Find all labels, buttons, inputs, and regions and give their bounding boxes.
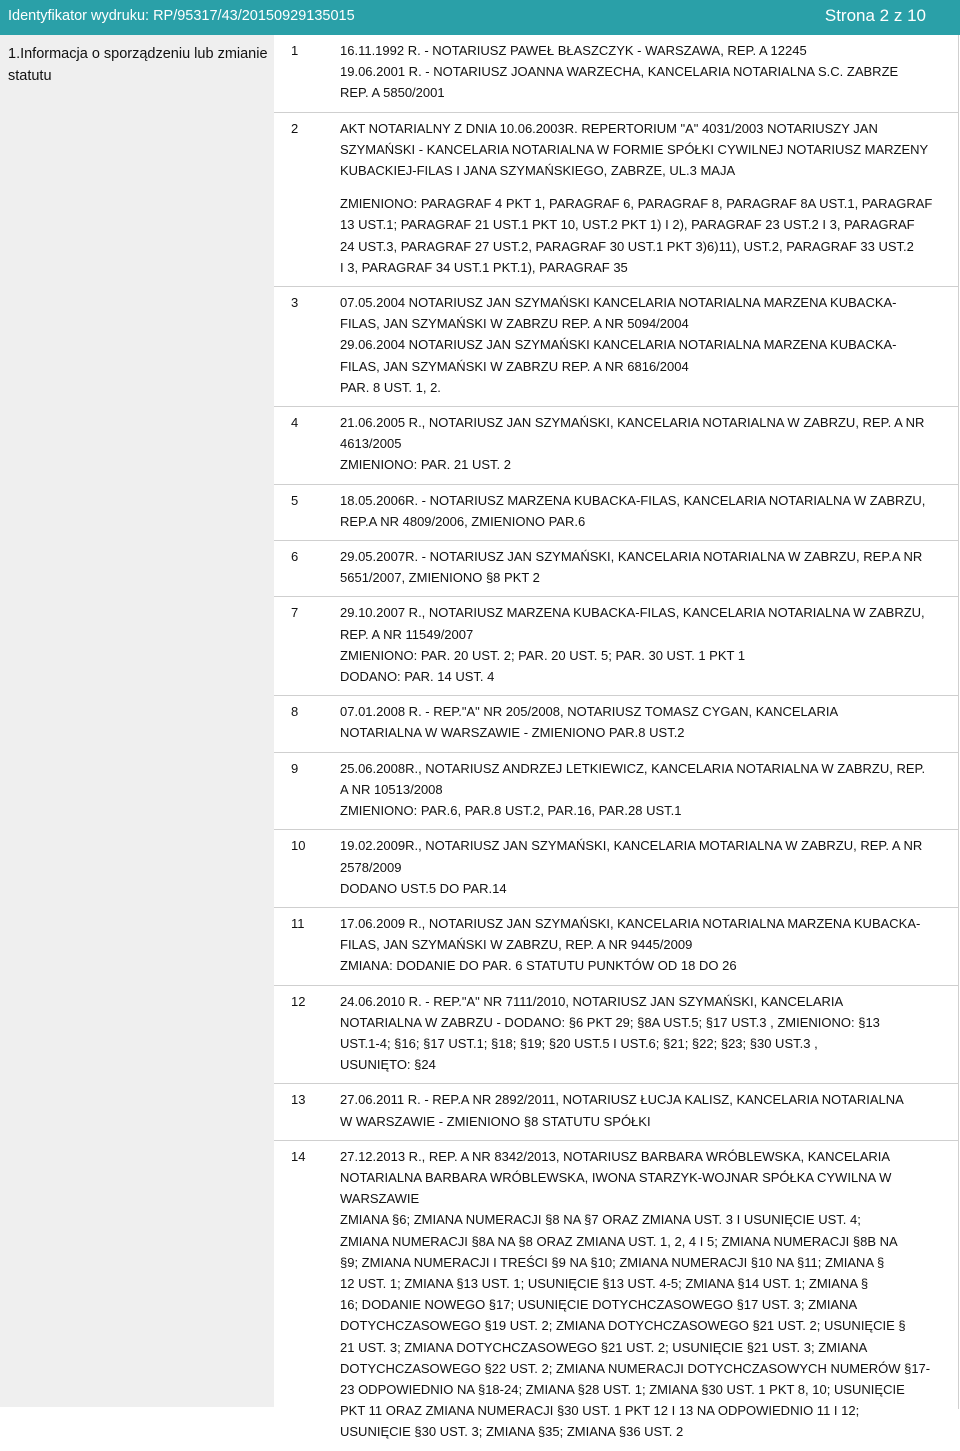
entry-line: KUBACKIEJ-FILAS I JANA SZYMAŃSKIEGO, ZABRZE, UL.3 MAJA [340, 163, 736, 179]
entry-number: 11 [291, 915, 305, 931]
entry-line: ZMIANA NUMERACJI §8A NA §8 ORAZ ZMIANA UST. 1, 2, 4 I 5; ZMIANA NUMERACJI §8B NA [340, 1233, 898, 1249]
entry-line: DODANO UST.5 DO PAR.14 [340, 880, 507, 896]
entry-text [340, 118, 954, 278]
entry-line: 29.10.2007 R., NOTARIUSZ MARZENA KUBACKA-FILAS, KANCELARIA NOTARIALNA W ZABRZU, [340, 605, 925, 621]
entries-list [274, 35, 958, 1440]
entry-line: ZMIENIONO: PARAGRAF 4 PKT 1, PARAGRAF 6, PARAGRAF 8, PARAGRAF 8A UST.1, PARAGRAF [340, 196, 933, 212]
entry-text [340, 991, 954, 1076]
entry-number: 8 [291, 704, 299, 720]
entry-row [274, 407, 958, 485]
print-identifier: Identyfikator wydruku: RP/95317/43/20150929135015 [8, 8, 355, 24]
entry-line: W WARSZAWIE - ZMIENIONO §8 STATUTU SPÓŁKI [340, 1113, 651, 1129]
entry-text [340, 292, 954, 398]
entry-row [274, 830, 958, 908]
entry-line: 2578/2009 [340, 859, 402, 875]
entry-line: 21 UST. 3; ZMIANA DOTYCHCZASOWEGO §21 UST. 2; USUNIĘCIE §21 UST. 3; ZMIANA [340, 1339, 868, 1355]
entry-line: FILAS, JAN SZYMAŃSKI W ZABRZU REP. A NR 6816/2004 [340, 358, 689, 374]
entry-text [340, 701, 954, 743]
entry-line: 19.06.2001 R. - NOTARIUSZ JOANNA WARZECHA, KANCELARIA NOTARIALNA S.C. ZABRZE [340, 64, 899, 80]
entry-number: 3 [291, 295, 299, 311]
entry-line: USUNIĘCIE §30 UST. 3; ZMIANA §35; ZMIANA §36 UST. 2 [340, 1424, 684, 1440]
entry-text [340, 40, 954, 104]
entry-line: DOTYCHCZASOWEGO §19 UST. 2; ZMIANA DOTYCHCZASOWEGO §21 UST. 2; USUNIĘCIE § [340, 1318, 906, 1334]
entry-row [274, 485, 958, 541]
entry-line: NOTARIALNA W WARSZAWIE - ZMIENIONO PAR.8 UST.2 [340, 725, 685, 741]
entry-number: 4 [291, 415, 299, 431]
entry-line: ZMIENIONO: PAR.6, PAR.8 UST.2, PAR.16, PAR.28 UST.1 [340, 803, 682, 819]
entry-number: 1 [291, 43, 299, 58]
entry-line: 18.05.2006R. - NOTARIUSZ MARZENA KUBACKA-FILAS, KANCELARIA NOTARIALNA W ZABRZU, [340, 492, 926, 508]
entry-line: 21.06.2005 R., NOTARIUSZ JAN SZYMAŃSKI, KANCELARIA NOTARIALNA W ZABRZU, REP. A NR [340, 415, 925, 431]
entry-line: REP. A 5850/2001 [340, 85, 445, 101]
entry-line: ZMIANA §6; ZMIANA NUMERACJI §8 NA §7 ORAZ ZMIANA UST. 3 I USUNIĘCIE UST. 4; [340, 1212, 861, 1228]
entry-line: 24.06.2010 R. - REP."A" NR 7111/2010, NOTARIUSZ JAN SZYMAŃSKI, KANCELARIA [340, 993, 844, 1009]
entry-text [340, 602, 954, 687]
entry-text [340, 412, 954, 476]
entry-number: 13 [291, 1092, 306, 1108]
entry-row [274, 113, 958, 287]
entry-line: DODANO: PAR. 14 UST. 4 [340, 669, 495, 685]
entry-line: 27.06.2011 R. - REP.A NR 2892/2011, NOTARIUSZ ŁUCJA KALISZ, KANCELARIA NOTARIALNA [340, 1092, 904, 1108]
entry-line: 29.05.2007R. - NOTARIUSZ JAN SZYMAŃSKI, KANCELARIA NOTARIALNA W ZABRZU, REP.A NR [340, 549, 923, 565]
entry-line: DOTYCHCZASOWEGO §22 UST. 2; ZMIANA NUMERACJI DOTYCHCZASOWYCH NUMERÓW §17- [340, 1360, 931, 1376]
entry-line: PAR. 8 UST. 1, 2. [340, 379, 441, 395]
entry-row [274, 541, 958, 597]
entry-line: 27.12.2013 R., REP. A NR 8342/2013, NOTARIUSZ BARBARA WRÓBLEWSKA, KANCELARIA [340, 1148, 891, 1164]
entry-line: 25.06.2008R., NOTARIUSZ ANDRZEJ LETKIEWICZ, KANCELARIA NOTARIALNA W ZABRZU, REP. [340, 760, 926, 776]
entry-row [274, 1141, 958, 1451]
entry-line: WARSZAWIE [340, 1191, 420, 1207]
section-label-cell [0, 35, 274, 1407]
entry-line: FILAS, JAN SZYMAŃSKI W ZABRZU, REP. A NR 9445/2009 [340, 937, 693, 953]
entry-line: 29.06.2004 NOTARIUSZ JAN SZYMAŃSKI KANCELARIA NOTARIALNA MARZENA KUBACKA- [340, 337, 897, 353]
entry-number: 2 [291, 120, 299, 136]
entry-row [274, 35, 958, 113]
entry-line: ZMIANA: DODANIE DO PAR. 6 STATUTU PUNKTÓW OD 18 DO 26 [340, 958, 737, 974]
entry-text [340, 546, 954, 588]
entry-line: 5651/2007, ZMIENIONO §8 PKT 2 [340, 570, 540, 586]
entry-line: 07.05.2004 NOTARIUSZ JAN SZYMAŃSKI KANCELARIA NOTARIALNA MARZENA KUBACKA- [340, 295, 897, 311]
entry-text [340, 913, 954, 977]
entry-line: 16; DODANIE NOWEGO §17; USUNIĘCIE DOTYCHCZASOWEGO §17 UST. 3; ZMIANA [340, 1297, 858, 1313]
document-table [0, 35, 960, 1440]
entry-line: USUNIĘTO: §24 [340, 1057, 436, 1073]
entry-line: 24 UST.3, PARAGRAF 27 UST.2, PARAGRAF 30 UST.1 PKT 3)6)11), UST.2, PARAGRAF 33 UST.2 [340, 238, 914, 254]
page-counter: Strona 2 z 10 [824, 6, 926, 25]
entry-number: 14 [291, 1148, 306, 1164]
entry-text [340, 835, 954, 899]
entry-text [340, 490, 954, 532]
entry-row [274, 696, 958, 752]
entry-text [340, 1146, 954, 1443]
section-label-line: statutu [8, 68, 52, 84]
entry-row [274, 597, 958, 696]
entry-number: 10 [291, 838, 306, 854]
entry-line: PKT 11 ORAZ ZMIANA NUMERACJI §30 UST. 1 PKT 12 I 13 NA ODPOWIEDNIO 11 I 12; [340, 1403, 860, 1419]
entry-text [340, 1089, 954, 1131]
entry-line: A NR 10513/2008 [340, 781, 443, 797]
entry-number: 6 [291, 549, 299, 565]
entry-line: NOTARIALNA BARBARA WRÓBLEWSKA, IWONA STARZYK-WOJNAR SPÓŁKA CYWILNA W [340, 1169, 892, 1185]
entry-line: SZYMAŃSKI - KANCELARIA NOTARIALNA W FORMIE SPÓŁKI CYWILNEJ NOTARIUSZ MARZENY [340, 141, 929, 157]
entry-line: ZMIENIONO: PAR. 20 UST. 2; PAR. 20 UST. 5; PAR. 30 UST. 1 PKT 1 [340, 647, 746, 663]
entry-line: I 3, PARAGRAF 34 UST.1 PKT.1), PARAGRAF 35 [340, 259, 628, 275]
entry-row [274, 287, 958, 407]
blank-line [340, 181, 954, 193]
entry-number: 7 [291, 605, 299, 621]
entry-line: REP. A NR 11549/2007 [340, 626, 474, 642]
entry-row [274, 753, 958, 831]
entry-line: 17.06.2009 R., NOTARIUSZ JAN SZYMAŃSKI, KANCELARIA NOTARIALNA MARZENA KUBACKA- [340, 915, 921, 931]
entry-line: 16.11.1992 R. - NOTARIUSZ PAWEŁ BŁASZCZYK - WARSZAWA, REP. A 12245 [340, 43, 807, 58]
entry-line: FILAS, JAN SZYMAŃSKI W ZABRZU REP. A NR 5094/2004 [340, 316, 689, 332]
entry-line: REP.A NR 4809/2006, ZMIENIONO PAR.6 [340, 513, 586, 529]
entry-line: AKT NOTARIALNY Z DNIA 10.06.2003R. REPERTORIUM "A" 4031/2003 NOTARIUSZY JAN [340, 120, 878, 136]
entry-line: 19.02.2009R., NOTARIUSZ JAN SZYMAŃSKI, KANCELARIA MOTARIALNA W ZABRZU, REP. A NR [340, 838, 923, 854]
entry-line: ZMIENIONO: PAR. 21 UST. 2 [340, 457, 511, 473]
section-label-line: 1.Informacja o sporządzeniu lub zmianie [8, 46, 268, 62]
entry-line: UST.1-4; §16; §17 UST.1; §18; §19; §20 UST.5 I UST.6; §21; §22; §23; §30 UST.3 , [340, 1035, 818, 1051]
entry-line: §9; ZMIANA NUMERACJI I TREŚCI §9 NA §10; ZMIANA NUMERACJI §10 NA §11; ZMIANA § [340, 1254, 885, 1270]
entry-line: NOTARIALNA W ZABRZU - DODANO: §6 PKT 29; §8A UST.5; §17 UST.3 , ZMIENIONO: §13 [340, 1014, 880, 1030]
entry-number: 12 [291, 993, 306, 1009]
entry-row [274, 986, 958, 1085]
entry-number: 5 [291, 492, 299, 508]
entry-row [274, 1084, 958, 1140]
entry-line: 23 ODPOWIEDNIO NA §18-24; ZMIANA §28 UST. 1; ZMIANA §30 UST. 1 PKT 8, 10; USUNIĘCIE [340, 1381, 905, 1397]
entry-line: 12 UST. 1; ZMIANA §13 UST. 1; USUNIĘCIE §13 UST. 4-5; ZMIANA §14 UST. 1; ZMIANA § [340, 1275, 869, 1291]
entry-line: 13 UST.1; PARAGRAF 21 UST.1 PKT 10, UST.2 PKT 1) I 2), PARAGRAF 23 UST.2 I 3, PARAGRAF [340, 217, 915, 233]
entry-line: 07.01.2008 R. - REP."A" NR 205/2008, NOTARIUSZ TOMASZ CYGAN, KANCELARIA [340, 704, 839, 720]
print-header-bar [0, 0, 960, 35]
entry-number: 9 [291, 760, 299, 776]
table-border [958, 35, 959, 1409]
entry-text [340, 758, 954, 822]
entry-row [274, 908, 958, 986]
section-label [0, 35, 274, 87]
entry-line: 4613/2005 [340, 436, 402, 452]
